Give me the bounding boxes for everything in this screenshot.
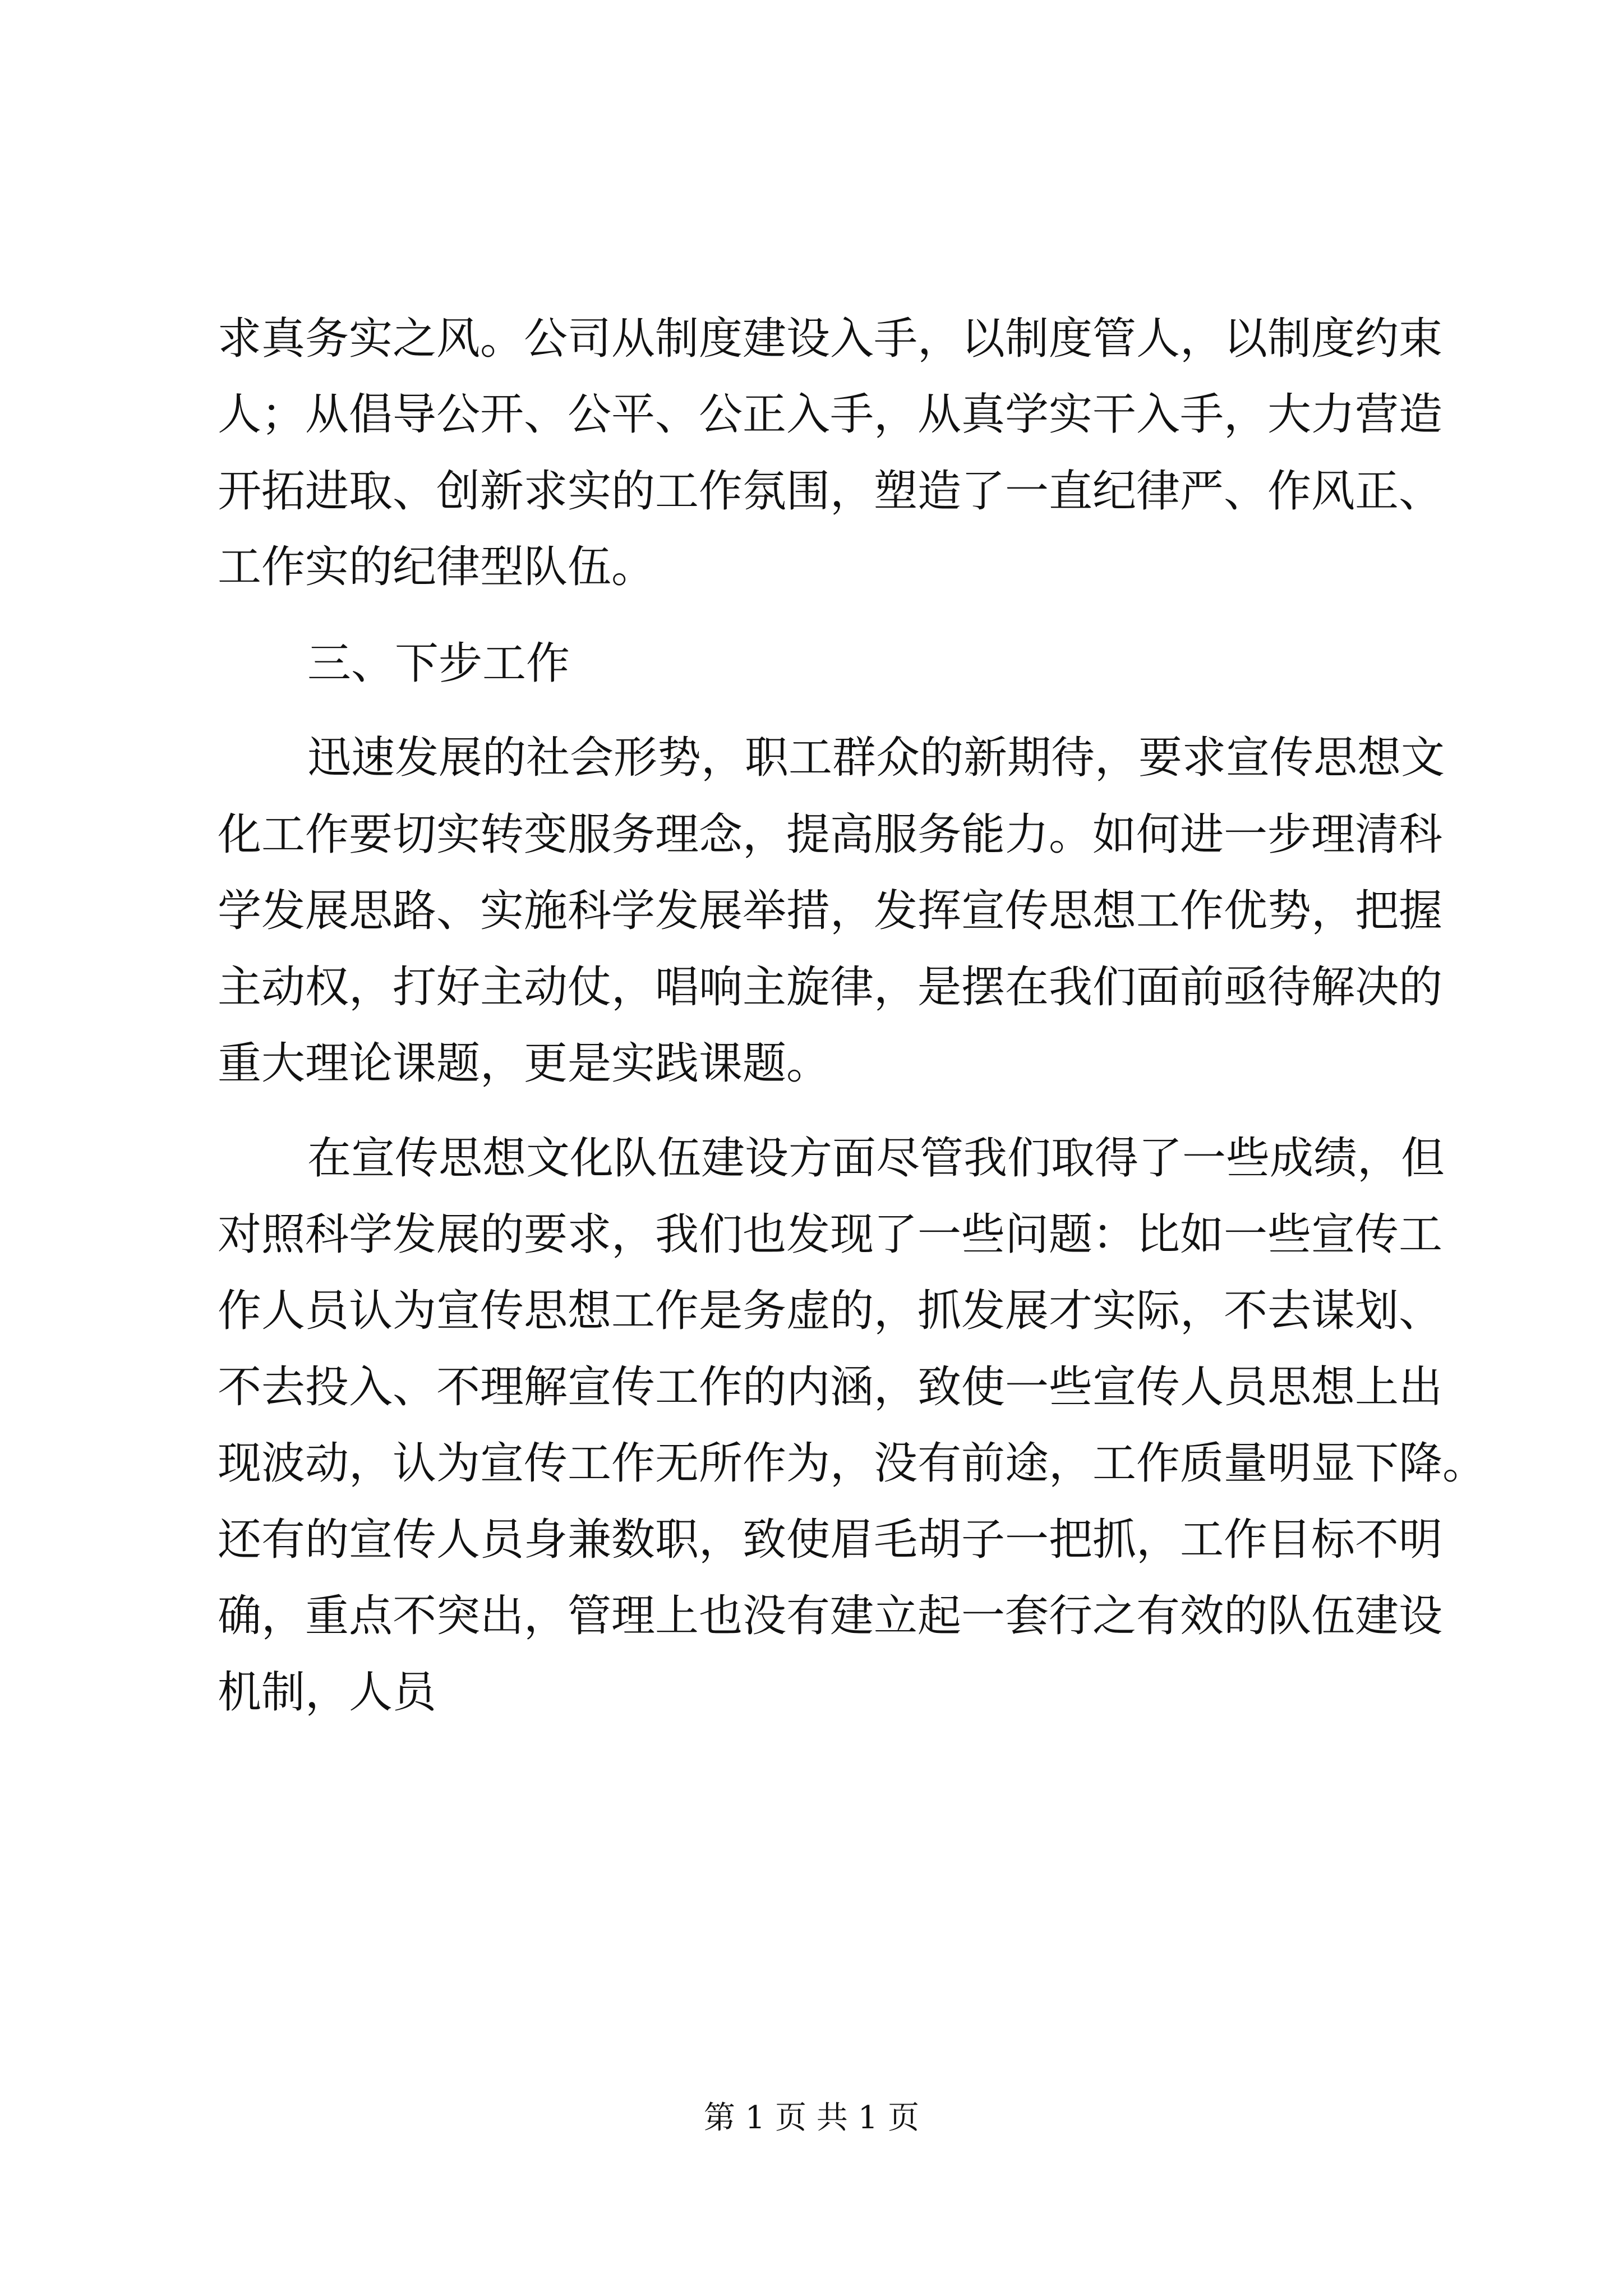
text-line-13: 作人员认为宣传思想工作是务虚的，抓发展才实际，不去谋划、 [218, 1286, 1443, 1336]
text-line-3: 开拓进取、创新求实的工作氛围，塑造了一直纪律严、作风正、 [218, 466, 1443, 517]
text-line-9: 主动权，打好主动仗，唱响主旋律，是摆在我们面前亟待解决的 [218, 962, 1443, 1013]
text-line-11: 在宣传思想文化队伍建设方面尽管我们取得了一些成绩，但 [307, 1133, 1445, 1184]
text-line-2: 人；从倡导公开、公平、公正入手，从真学实干入手，大力营造 [218, 389, 1443, 440]
text-line-6: 迅速发展的社会形势，职工群众的新期待，要求宣传思想文 [307, 733, 1445, 783]
section-heading: 三、下步工作 [307, 638, 570, 689]
text-line-18: 机制，人员 [218, 1667, 437, 1718]
text-line-16: 还有的宣传人员身兼数职，致使眉毛胡子一把抓，工作目标不明 [218, 1515, 1443, 1565]
text-line-7: 化工作要切实转变服务理念，提高服务能力。如何进一步理清科 [218, 809, 1443, 860]
text-line-1: 求真务实之风。公司从制度建设入手，以制度管人，以制度约束 [218, 314, 1443, 364]
text-line-10: 重大理论课题，更是实践课题。 [218, 1038, 831, 1089]
text-line-14: 不去投入、不理解宣传工作的内涵，致使一些宣传人员思想上出 [218, 1362, 1443, 1412]
text-line-4: 工作实的纪律型队伍。 [218, 542, 656, 592]
page-number-footer: 第 1 页 共 1 页 [703, 2100, 920, 2136]
text-line-12: 对照科学发展的要求，我们也发现了一些问题：比如一些宣传工 [218, 1209, 1443, 1260]
text-line-15: 现波动，认为宣传工作无所作为，没有前途，工作质量明显下降。 [218, 1438, 1487, 1489]
text-line-8: 学发展思路、实施科学发展举措，发挥宣传思想工作优势，把握 [218, 886, 1443, 936]
text-line-17: 确，重点不突出，管理上也没有建立起一套行之有效的队伍建设 [218, 1591, 1443, 1641]
